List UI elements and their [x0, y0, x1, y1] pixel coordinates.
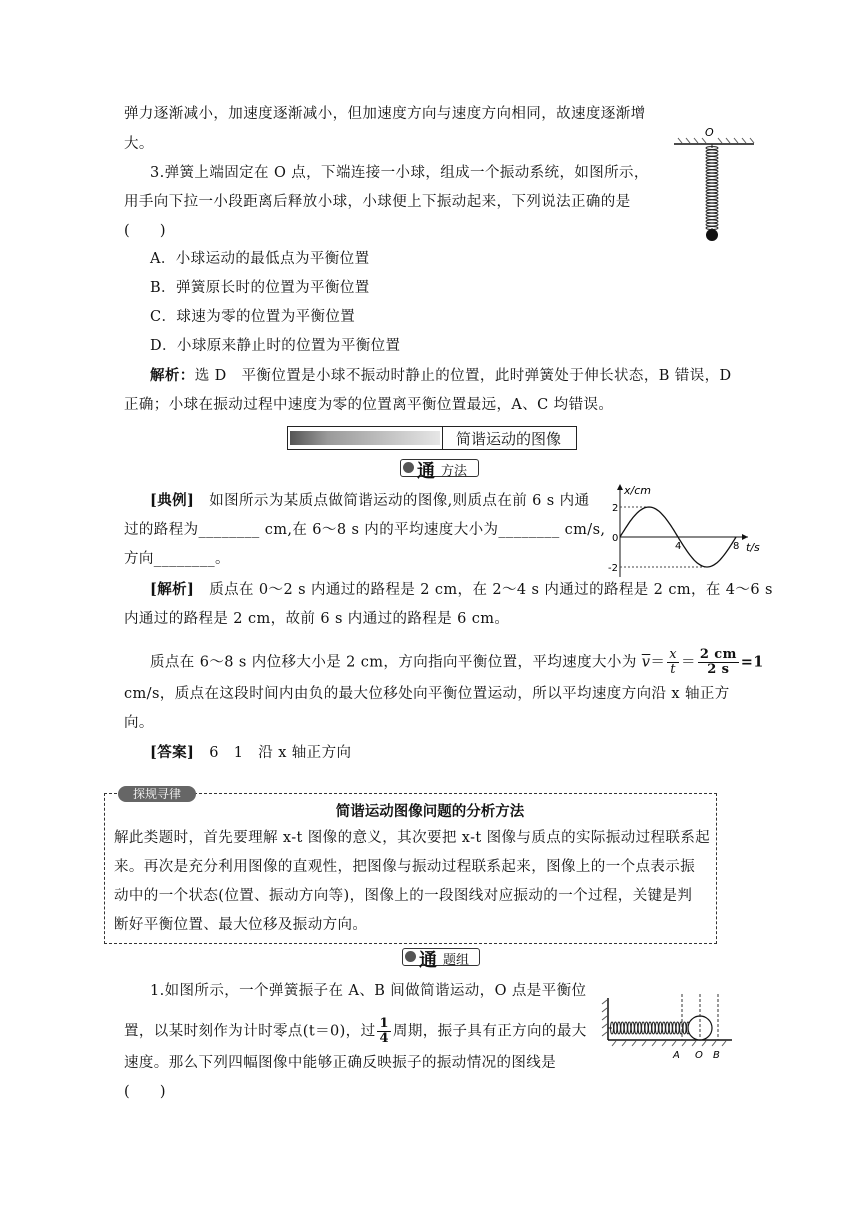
- answer-line: [150, 743, 351, 763]
- tips-line: 来。再次是充分利用图像的直观性，把图像与振动过程联系起来，图像上的一个点表示振: [114, 859, 696, 875]
- y-tick-label: -2: [608, 563, 618, 574]
- solution-text: 质点在 6～8 s 内位移大小是 2 cm，方向指向平衡位置，平均速度大小为: [150, 654, 637, 671]
- fraction: [667, 648, 679, 677]
- spring-ball-figure: [668, 126, 760, 246]
- question-stem: 用手向下拉一小段距离后释放小球，小球便上下振动起来，下列说法正确的是: [124, 194, 631, 210]
- analysis-line: 正确；小球在振动过程中速度为零的位置离平衡位置最远，A、C 均错误。: [124, 397, 614, 413]
- fraction-denominator: t: [670, 662, 676, 677]
- option-d: D．小球原来静止时的位置为平衡位置: [150, 338, 401, 354]
- method-banner-big: 通: [417, 461, 435, 482]
- section-header-badge: [290, 431, 440, 445]
- x-tick-label: 8: [733, 541, 740, 552]
- spring-coil: [706, 144, 718, 230]
- solution-line: [150, 580, 773, 600]
- y-axis-arrow: [617, 484, 623, 490]
- down-arrow-icon: [405, 951, 416, 962]
- solution-line: 向。: [124, 715, 154, 731]
- question-text: 置，以某时刻作为计时零点(t＝0)，过: [124, 1023, 376, 1040]
- answer-label: [答案]: [150, 744, 195, 761]
- question-stem: [124, 1017, 587, 1046]
- solution-line: 质点在 6～8 s 内位移大小是 2 cm，方向指向平衡位置，平均速度大小为 $\overline{v}=$ $\frac{x}{t}$ ＝ $\frac{2 cm}{2 s}$ =1: [150, 647, 764, 677]
- solution-line: cm/s，质点在这段时间内由负的最大位移处向平衡位置运动，所以平均速度方向沿 x 轴正方: [124, 686, 730, 702]
- label-a: A: [673, 1050, 680, 1061]
- xt-graph: [598, 480, 758, 580]
- fraction-numerator: 1: [379, 1016, 389, 1031]
- method-banner-small: 方法: [441, 464, 468, 479]
- spring-coil: [608, 1022, 690, 1034]
- x-axis-arrow: [742, 534, 748, 540]
- solution-line: 内通过的路程是 2 cm，故前 6 s 内通过的路程是 6 cm。: [124, 611, 510, 627]
- solution-text: 质点在 0～2 s 内通过的路程是 2 cm，在 2～4 s 内通过的路程是 2 cm，在 4～6 s: [194, 582, 773, 598]
- paragraph-line: 弹力逐渐减小，加速度逐渐减小，但加速度方向与速度方向相同，故速度逐渐增: [124, 106, 646, 122]
- answer-text: 6 1 沿 x 轴正方向: [194, 745, 352, 761]
- spring-oscillator-figure: [600, 990, 740, 1065]
- solution-label: [解析]: [150, 581, 195, 598]
- group-banner-small: 题组: [443, 953, 470, 968]
- option-c: C．球速为零的位置为平衡位置: [150, 309, 356, 325]
- result-value: =1: [740, 653, 764, 671]
- paragraph-line: 大。: [124, 136, 154, 152]
- x-tick-label: 4: [675, 541, 682, 552]
- tips-line: 断好平衡位置、最大位移及振动方向。: [114, 917, 368, 933]
- tips-title: 简谐运动图像问题的分析方法: [335, 803, 525, 820]
- group-banner-big: 通: [419, 950, 437, 971]
- option-b: B．弹簧原长时的位置为平衡位置: [150, 280, 370, 296]
- section-title: 简谐运动的图像: [456, 430, 562, 448]
- fraction-numerator: 2 cm: [699, 647, 737, 662]
- group-banner: [402, 948, 480, 971]
- question-stem: ( ): [124, 223, 166, 239]
- example-text: 如图所示为某质点做简谐运动的图像,则质点在前 6 s 内通: [194, 493, 590, 509]
- option-a: A．小球运动的最低点为平衡位置: [150, 251, 370, 267]
- fraction-denominator: 2 s: [707, 662, 730, 677]
- example-line: [150, 491, 589, 511]
- analysis-text: 选 D 平衡位置是小球不振动时静止的位置，此时弹簧处于伸长状态，B 错误，D: [194, 368, 732, 384]
- y-tick-label: 2: [612, 503, 619, 514]
- example-label: [典例]: [150, 492, 195, 509]
- point-o-label: O: [705, 126, 714, 139]
- fraction: [377, 1017, 390, 1046]
- ball: [706, 229, 718, 241]
- analysis-label: 解析：: [150, 367, 195, 384]
- question-text: 周期，振子具有正方向的最大: [392, 1023, 587, 1040]
- tips-line: 动中的一个状态(位置、振动方向等)，图像上的一段图线对应振动的一个过程，关键是判: [114, 888, 693, 904]
- question-stem: 速度。那么下列四幅图像中能够正确反映振子的振动情况的图线是: [124, 1055, 557, 1071]
- fraction-denominator: 4: [379, 1031, 389, 1046]
- fraction: [698, 648, 739, 677]
- y-tick-label: 0: [612, 533, 619, 544]
- down-arrow-icon: [403, 462, 414, 473]
- question-stem: 1.如图所示，一个弹簧振子在 A、B 间做简谐运动，O 点是平衡位: [150, 983, 587, 999]
- analysis-line: [150, 366, 732, 386]
- question-stem: ( ): [124, 1084, 166, 1100]
- x-axis-label: t/s: [746, 541, 760, 554]
- label-b: B: [713, 1050, 720, 1061]
- example-line: 过的路程为________ cm,在 6～8 s 内的平均速度大小为________ cm/s,: [124, 522, 606, 538]
- fraction-numerator: x: [669, 647, 677, 662]
- y-axis-label: x/cm: [624, 484, 651, 497]
- tips-tag: 探规寻律: [118, 786, 196, 802]
- section-header: [287, 426, 577, 450]
- example-line: 方向________。: [124, 551, 230, 567]
- v-symbol: $\overline{v}$: [641, 654, 651, 671]
- tips-line: 解此类题时，首先要理解 x-t 图像的意义，其次要把 x-t 图像与质点的实际振动过程联系起: [114, 830, 711, 846]
- label-o: O: [695, 1050, 703, 1061]
- question-stem: 3.弹簧上端固定在 O 点，下端连接一小球，组成一个振动系统，如图所示，: [150, 165, 649, 181]
- method-banner: [400, 459, 479, 482]
